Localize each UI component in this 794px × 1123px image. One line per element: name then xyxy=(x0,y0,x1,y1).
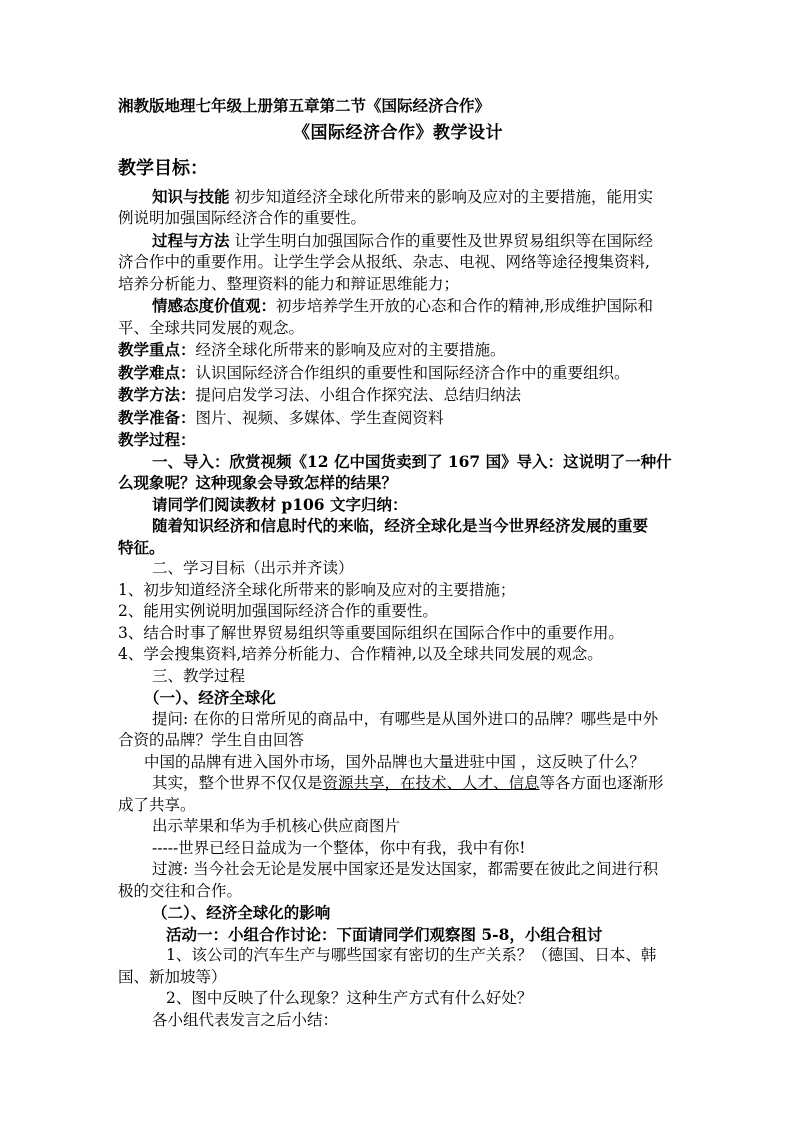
document-title: 《国际经济合作》教学设计 xyxy=(293,122,503,143)
share-line-1 xyxy=(118,773,678,795)
process-method-line-1 xyxy=(118,230,678,253)
document-content xyxy=(118,95,678,1031)
goal-item: 2、能用实例说明加强国际经济合作的重要性。 xyxy=(118,602,438,620)
show-image-line: 出示苹果和华为手机核心供应商图片 xyxy=(152,817,401,835)
emotion-label: 情感态度价值观： xyxy=(152,296,277,315)
section-1-heading: （一）、经济全球化 xyxy=(144,688,276,707)
emotion-line-2: 平、全球共同发展的观念。 xyxy=(118,318,305,337)
difficulty-text: 认识国际经济合作组织的重要性和国际经济合作中的重要组织。 xyxy=(195,363,630,382)
transition-line-1: 过渡: 当今社会无论是发展中国家还是发达国家，都需要在彼此之间进行积 xyxy=(152,860,659,878)
process-method-line-2: 济合作中的重要作用。让学生学会从报纸、杂志、电视、网络等途径搜集资料, xyxy=(118,253,650,271)
question-2-line: 2、图中反映了什么现象？这种生产方式有什么好处？ xyxy=(166,989,533,1007)
share-line-2: 成了共享。 xyxy=(118,795,196,814)
process-method-line-3: 培养分析能力、整理资料的能力和辩证思维能力； xyxy=(118,274,460,293)
prep-line xyxy=(118,407,678,430)
prep-label: 教学准备： xyxy=(118,407,196,427)
document-header: 湘教版地理七年级上册第五章第二节《国际经济合作》 xyxy=(118,96,491,115)
knowledge-line-1 xyxy=(118,186,678,209)
prep-text: 图片、视频、多媒体、学生查阅资料 xyxy=(195,408,444,427)
difficulty-label: 教学难点： xyxy=(118,362,196,382)
focus-label: 教学重点： xyxy=(118,340,196,359)
question-1-line-2: 国、新加坡等） xyxy=(118,967,227,986)
transition-line-2: 极的交往和合作。 xyxy=(118,881,243,900)
share-text-post: 等各方面也逐渐形 xyxy=(539,774,664,792)
share-text-underlined: 资源共享，在技术、人才、信息 xyxy=(322,774,540,792)
goal-item: 3、结合时事了解世界贸易组织等重要国际组织在国际合作中的重要作用。 xyxy=(118,623,624,642)
activity-line: 活动一：小组合作讨论：下面请同学们观察图 5-8，小组合租讨 xyxy=(166,924,603,944)
focus-text: 经济全球化所带来的影响及应对的主要措施。 xyxy=(195,341,506,359)
goal-item: 1、初步知道经济全球化所带来的影响及应对的主要措施； xyxy=(118,580,516,599)
method-label: 教学方法： xyxy=(118,385,196,404)
knowledge-text-1: 初步知道经济全球化所带来的影响及应对的主要措施，能用实 xyxy=(234,187,653,206)
teaching-heading: 三、教学过程 xyxy=(152,666,246,685)
world-line: -----世界已经日益成为一个整体，你中有我，我中有你! xyxy=(152,838,526,857)
focus-line xyxy=(118,339,678,362)
share-text-pre: 其实，整个世界不仅仅是 xyxy=(152,774,323,792)
intro-line-1: 一、导入：欣赏视频《12 亿中国货卖到了 167 国》导入：这说明了一种什 xyxy=(152,451,672,471)
question-line-1: 提问: 在你的日常所见的商品中，有哪些是从国外进口的品牌？哪些是中外 xyxy=(152,709,659,728)
emotion-line-1 xyxy=(118,295,678,318)
process-heading: 教学过程： xyxy=(118,430,196,449)
process-method-label: 过程与方法 xyxy=(152,230,230,250)
goals-heading: 二、学习目标（出示并齐读） xyxy=(152,559,354,577)
summary-line-2: 特征。 xyxy=(118,537,165,557)
process-method-text-1: 让学生明白加强国际合作的重要性及世界贸易组织等在国际经 xyxy=(234,231,653,250)
goal-item: 4、学会搜集资料,培养分析能力、合作精神,以及全球共同发展的观念。 xyxy=(118,645,603,663)
method-text: 提问启发学习法、小组合作探究法、总结归纳法 xyxy=(195,386,522,404)
method-line xyxy=(118,384,678,407)
difficulty-line xyxy=(118,362,678,385)
question-line-2: 合资的品牌？学生自由回答 xyxy=(118,731,305,749)
summary-line-1: 随着知识经济和信息时代的来临，经济全球化是当今世界经济发展的重要 xyxy=(152,516,649,535)
knowledge-label: 知识与技能 xyxy=(152,186,230,206)
emotion-text-1: 初步培养学生开放的心态和合作的精神,形成维护国际和 xyxy=(276,297,653,315)
group-summary-line: 各小组代表发言之后小结： xyxy=(152,1010,339,1029)
section-2-heading: （二）、经济全球化的影响 xyxy=(152,903,331,922)
question-1-line-1: 1、该公司的汽车生产与哪些国家有密切的生产关系？（德国、日本、韩 xyxy=(166,946,657,964)
knowledge-line-2: 例说明加强国际经济合作的重要性。 xyxy=(118,209,367,227)
read-instruction: 请同学们阅读教材 p106 文字归纳： xyxy=(152,494,408,514)
china-brand-line: 中国的品牌有进入国外市场，国外品牌也大量进驻中国 ，这反映了什么？ xyxy=(144,752,645,771)
intro-line-2: 么现象呢？这种现象会导致怎样的结果？ xyxy=(118,473,398,492)
objectives-heading: 教学目标： xyxy=(118,158,208,179)
